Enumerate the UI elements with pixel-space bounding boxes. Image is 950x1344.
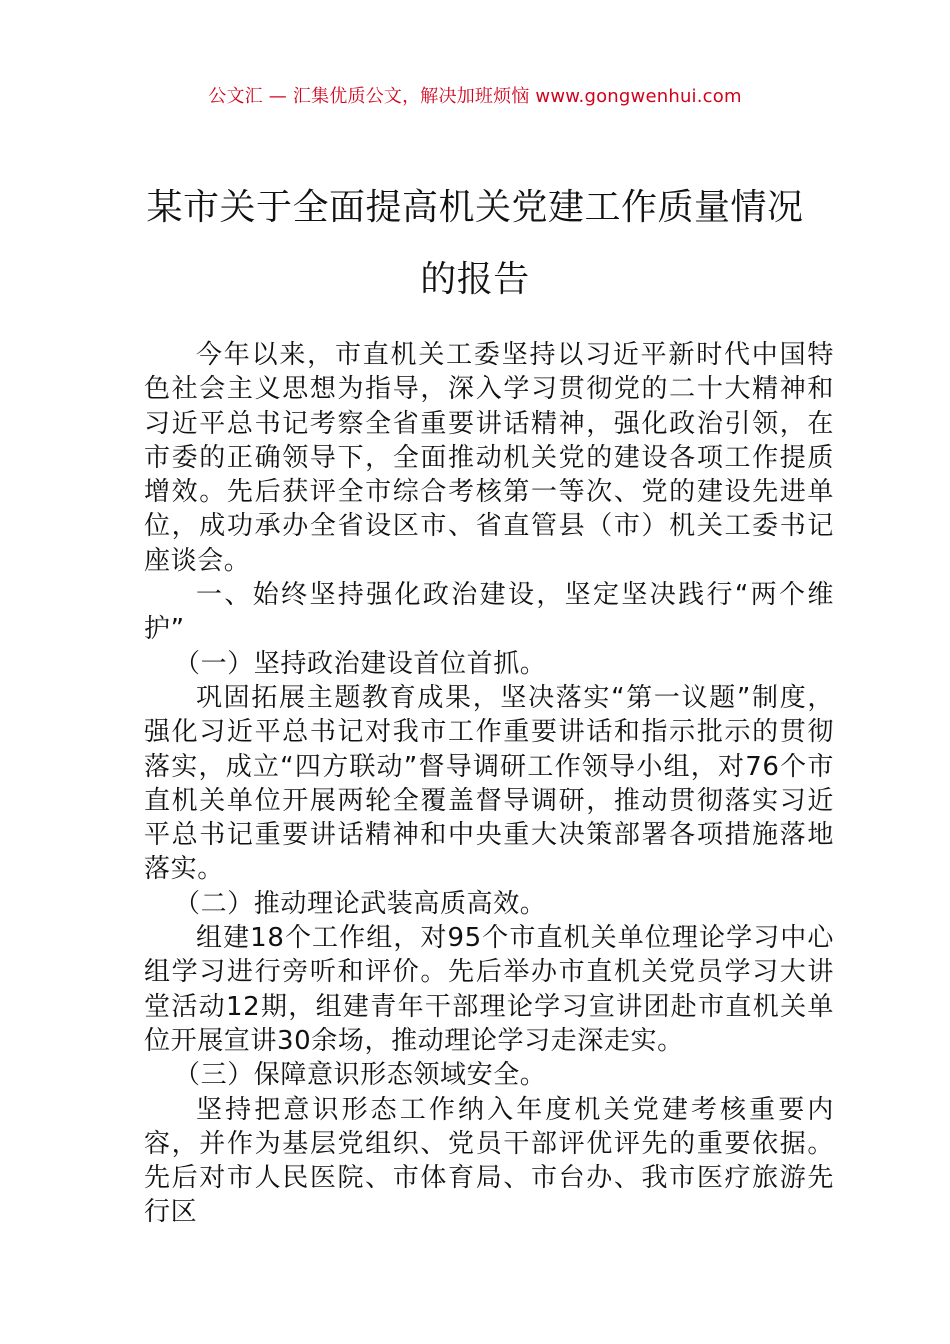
header-watermark-text: 公文汇 — 汇集优质公文，解决加班烦恼 www.gongwenhui.com <box>208 86 742 107</box>
subsection-heading-2: （二）推动理论武装高质高效。 <box>174 888 547 919</box>
document-body <box>144 338 834 1230</box>
document-title <box>120 172 830 316</box>
title-line-1: 某市关于全面提高机关党建工作质量情况 <box>146 187 804 228</box>
subsection-heading-3: （三）保障意识形态领域安全。 <box>174 1060 547 1091</box>
body-paragraph-1: 巩固拓展主题教育成果，坚决落实“第一议题”制度，强化习近平总书记对我市工作重要讲话和指示批示的贯彻落实，成立“四方联动”督导调研工作领导小组，对76个市直机关单位开展两轮全覆盖督导调研，推动贯彻落实习近平总书记重要讲话精神和中央重大决策部署各项措施落地落实。 <box>144 682 834 885</box>
body-paragraph-2: 组建18个工作组，对95个市直机关单位理论学习中心组学习进行旁听和评价。先后举办市直机关党员学习大讲堂活动12期，组建青年干部理论学习宣讲团赴市直机关单位开展宣讲30余场，推动理论学习走深走实。 <box>144 923 834 1056</box>
title-line-2: 的报告 <box>420 259 530 300</box>
subsection-heading-1: （一）坚持政治建设首位首抓。 <box>174 648 547 679</box>
intro-paragraph: 今年以来，市直机关工委坚持以习近平新时代中国特色社会主义思想为指导，深入学习贯彻党的二十大精神和习近平总书记考察全省重要讲话精神，强化政治引领，在市委的正确领导下，全面推动机关党的建设各项工作提质增效。先后获评全市综合考核第一等次、党的建设先进单位，成功承办全省设区市、省直管县（市）机关工委书记座谈会。 <box>144 340 834 576</box>
body-paragraph-3: 坚持把意识形态工作纳入年度机关党建考核重要内容，并作为基层党组织、党员干部评优评先的重要依据。先后对市人民医院、市体育局、市台办、我市医疗旅游先行区 <box>144 1094 834 1228</box>
section-heading-1: 一、始终坚持强化政治建设，坚定坚决践行“两个维护” <box>144 580 834 645</box>
